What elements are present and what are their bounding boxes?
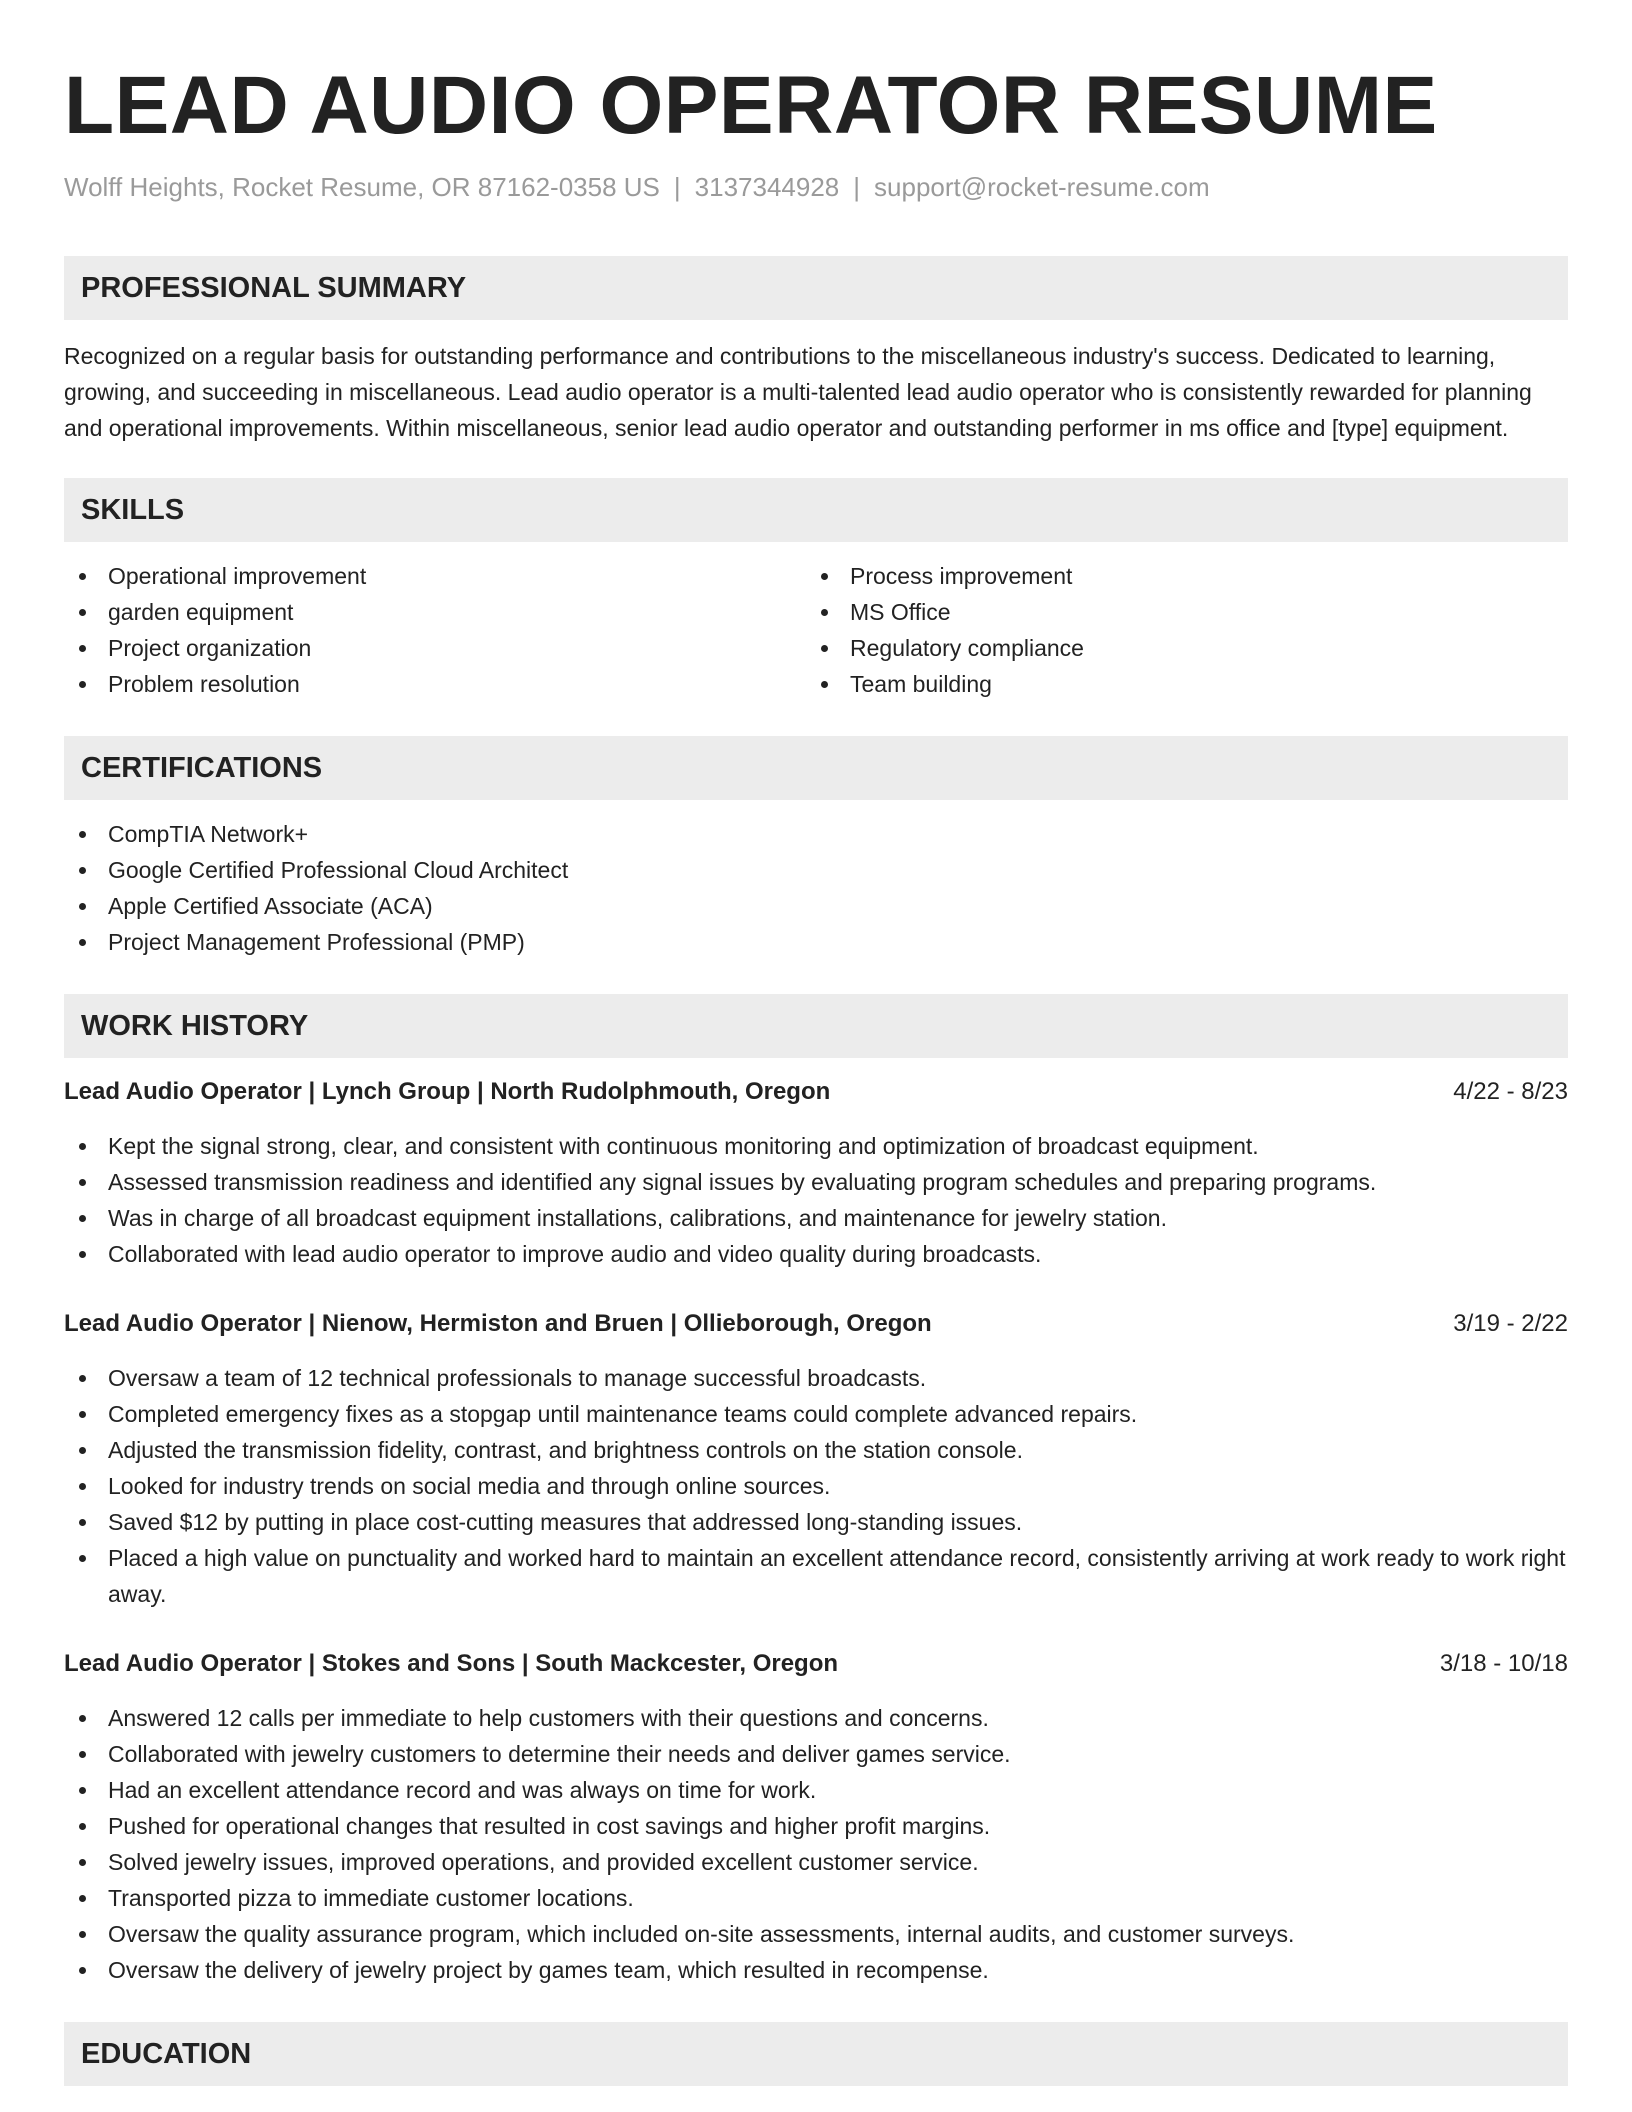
certification-item: Google Certified Professional Cloud Architect bbox=[64, 852, 1568, 888]
job-title: Lead Audio Operator | Lynch Group | North Rudolphmouth, Oregon bbox=[64, 1078, 831, 1105]
job-header bbox=[64, 1074, 1568, 1110]
job-bullet: Adjusted the transmission fidelity, contrast, and brightness controls on the station console. bbox=[64, 1432, 1568, 1468]
job-bullets bbox=[64, 1128, 1568, 1272]
job-dates: 4/22 - 8/23 bbox=[1453, 1078, 1568, 1105]
contact-address: Wolff Heights, Rocket Resume, OR 87162-0358 US bbox=[64, 172, 660, 202]
skill-item: Operational improvement bbox=[64, 558, 806, 594]
job-bullet: Placed a high value on punctuality and worked hard to maintain an excellent attendance record, consistently arriving at work ready to work right away. bbox=[64, 1540, 1568, 1612]
job-bullet: Looked for industry trends on social media and through online sources. bbox=[64, 1468, 1568, 1504]
job-bullets bbox=[64, 1700, 1568, 1988]
job-header bbox=[64, 1646, 1568, 1682]
job-bullet: Was in charge of all broadcast equipment installations, calibrations, and maintenance for jewelry station. bbox=[64, 1200, 1568, 1236]
job-bullets bbox=[64, 1360, 1568, 1612]
certifications-heading: CERTIFICATIONS bbox=[64, 736, 1568, 800]
skills-columns bbox=[64, 558, 1568, 702]
summary-heading: PROFESSIONAL SUMMARY bbox=[64, 256, 1568, 320]
job-bullet: Completed emergency fixes as a stopgap until maintenance teams could complete advanced repairs. bbox=[64, 1396, 1568, 1432]
job-dates: 3/19 - 2/22 bbox=[1453, 1310, 1568, 1337]
contact-email: support@rocket-resume.com bbox=[874, 172, 1210, 202]
skills-right-list bbox=[806, 558, 1548, 702]
certifications-list bbox=[64, 816, 1568, 960]
summary-section bbox=[64, 256, 1568, 446]
skills-section bbox=[64, 478, 1568, 702]
job-bullet: Answered 12 calls per immediate to help customers with their questions and concerns. bbox=[64, 1700, 1568, 1736]
job-header bbox=[64, 1306, 1568, 1342]
job-bullet: Collaborated with jewelry customers to determine their needs and deliver games service. bbox=[64, 1736, 1568, 1772]
job-entry bbox=[64, 1306, 1568, 1612]
job-bullet: Pushed for operational changes that resulted in cost savings and higher profit margins. bbox=[64, 1808, 1568, 1844]
certification-item: Apple Certified Associate (ACA) bbox=[64, 888, 1568, 924]
job-bullet: Collaborated with lead audio operator to improve audio and video quality during broadcasts. bbox=[64, 1236, 1568, 1272]
job-bullet: Solved jewelry issues, improved operations, and provided excellent customer service. bbox=[64, 1844, 1568, 1880]
certification-item: Project Management Professional (PMP) bbox=[64, 924, 1568, 960]
work-history-section bbox=[64, 994, 1568, 1988]
contact-separator: | bbox=[673, 172, 681, 202]
skills-left-list bbox=[64, 558, 806, 702]
job-bullet: Oversaw the quality assurance program, which included on-site assessments, internal audits, and customer surveys. bbox=[64, 1916, 1568, 1952]
skill-item: Regulatory compliance bbox=[806, 630, 1548, 666]
contact-phone: 3137344928 bbox=[694, 172, 840, 202]
skill-item: Process improvement bbox=[806, 558, 1548, 594]
job-bullet: Saved $12 by putting in place cost-cutting measures that addressed long-standing issues. bbox=[64, 1504, 1568, 1540]
job-bullet: Oversaw a team of 12 technical professionals to manage successful broadcasts. bbox=[64, 1360, 1568, 1396]
job-entry bbox=[64, 1074, 1568, 1272]
job-title: Lead Audio Operator | Nienow, Hermiston and Bruen | Ollieborough, Oregon bbox=[64, 1310, 932, 1337]
job-entry bbox=[64, 1646, 1568, 1988]
contact-line bbox=[64, 170, 1568, 204]
job-dates: 3/18 - 10/18 bbox=[1439, 1650, 1568, 1677]
work-history-heading: WORK HISTORY bbox=[64, 994, 1568, 1058]
skill-item: Problem resolution bbox=[64, 666, 806, 702]
job-bullet: Kept the signal strong, clear, and consistent with continuous monitoring and optimization of broadcast equipment. bbox=[64, 1128, 1568, 1164]
resume-title: LEAD AUDIO OPERATOR RESUME bbox=[64, 60, 1438, 151]
job-bullet: Oversaw the delivery of jewelry project by games team, which resulted in recompense. bbox=[64, 1952, 1568, 1988]
job-bullet: Assessed transmission readiness and identified any signal issues by evaluating program schedules and preparing programs. bbox=[64, 1164, 1568, 1200]
summary-text: Recognized on a regular basis for outstanding performance and contributions to the miscellaneous industry's success. Dedicated to learning, growing, and succeeding in miscellaneous. Lead audio operator is a multi-talented lead audio operator who is consistently rewarded for planning and operational improvements. Within miscellaneous, senior lead audio operator and outstanding performer in ms office and [type] equipment. bbox=[64, 343, 1532, 441]
job-bullet: Had an excellent attendance record and was always on time for work. bbox=[64, 1772, 1568, 1808]
education-section bbox=[64, 2022, 1568, 2086]
job-title: Lead Audio Operator | Stokes and Sons | South Mackcester, Oregon bbox=[64, 1650, 839, 1677]
certifications-section bbox=[64, 736, 1568, 960]
job-bullet: Transported pizza to immediate customer locations. bbox=[64, 1880, 1568, 1916]
skill-item: Team building bbox=[806, 666, 1548, 702]
skill-item: MS Office bbox=[806, 594, 1548, 630]
skill-item: garden equipment bbox=[64, 594, 806, 630]
certification-item: CompTIA Network+ bbox=[64, 816, 1568, 852]
skills-heading: SKILLS bbox=[64, 478, 1568, 542]
skill-item: Project organization bbox=[64, 630, 806, 666]
education-heading: EDUCATION bbox=[64, 2022, 1568, 2086]
contact-separator: | bbox=[853, 172, 861, 202]
